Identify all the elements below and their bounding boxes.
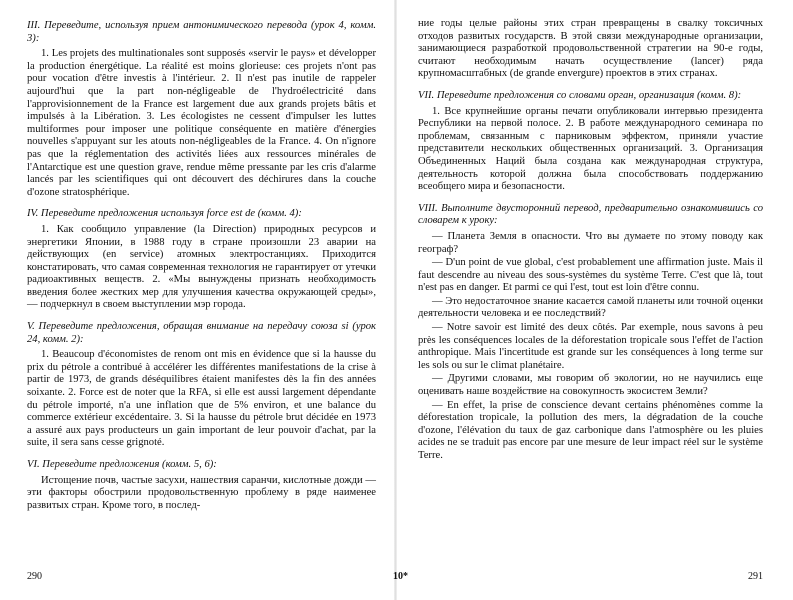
dialogue-line: — Notre savoir est limité des deux côtés. Par exemple, nous savons à peu près les conséquences locales de la déforestation tropicale sous l'effet de l'action anthropique. Mais l'incertitude est grande sur les conséquences à long terme sur les sols ou sur le climat planétaire. [418, 322, 763, 371]
exercise-heading: III. Переведите, используя прием антонимического перевода (урок 4, комм. 3): [27, 20, 376, 44]
right-page [396, 0, 793, 600]
dialogue-line: — Это недостаточное знание касается самой планеты или точной оценки деятельности человека и ее последствий? [418, 295, 764, 320]
dialogue-line: — Другими словами, мы говорим об экологии, но не научились еще оценивать наше воздействие на совокупность экосистем Земли? [418, 373, 763, 398]
left-page [0, 0, 396, 600]
exercise-text: 1. Все крупнейшие органы печати опубликовали интервью президента Республики на первой полосе. 2. В работе международного семинара по проблемам, связанным с парниковым эффектом, приняли участие представители нескольких общественных организаций. 3. Организация Объединенных Наций была создана как международная структура, деятельность которой должна была способствовать поддержанию всеобщего мира и безопасности. [418, 105, 763, 193]
dialogue-line: — Планета Земля в опасности. Что вы думаете по этому поводу как географ? [418, 230, 763, 255]
exercise-heading: IV. Переведите предложения используя force est de (комм. 4): [27, 208, 302, 220]
dialogue-block [418, 203, 763, 463]
exercise-block [27, 321, 376, 450]
page-number-left: 290 [27, 571, 42, 582]
continued-text-block [418, 18, 763, 81]
exercise-text: ние годы целые районы этих стран превращены в свалку токсичных отходов развитых государств. В этой связи международные организации, занимающиеся разработкой продовольственной стратегии на 90-е годы, считают необходимым начать осуществление (lancer) ряда крупномасштабных (de grande envergure) проектов в этих странах. [418, 18, 763, 80]
page-number-right: 291 [748, 571, 763, 582]
exercise-text: 1. Les projets des multinationales sont supposés «servir le pays» et développer la production énergétique. La réalité est moins glorieuse: ces projets n'ont pas pour vocation d'être investis à l'intérieur. 2. Il n'est pas inutile de rappeler aujourd'hui que la part non-négligeable de l'hydroélectricité dans l'approvisionnement de la France est largement due aux grands projets bâtis et impulsés à la Libération. 3. Les écologistes ne cessent d'impulser les luttes multiformes pour imposer une politique conséquente en matière d'énergies nouvelles s'appuyant sur les atouts non-négligeables de la France. 4. On n'ignore pas que la réglementation des activités liées aux ressources minérales de l'Antarctique est une question grave, rendue même pressante par les cris d'alarme lancés par les scientifiques qui ont découvert des déchirures dans la couche d'ozone stratosphérique. [27, 48, 376, 198]
dialogue-line: — D'un point de vue global, c'est probablement une affirmation juste. Mais il faut descendre au niveau des sous-systèmes du système Terre. C'est que là, tout n'est pas en danger. Et parmi ce qui l'est, tout est loin d'être connu. [418, 257, 763, 294]
signature-mark: 10* [393, 571, 408, 582]
exercise-block [27, 459, 376, 512]
dialogue-line: — En effet, la prise de conscience devant certains phénomènes comme la déforestation tropicale, la pollution des mers, la dégradation de la couche d'ozone, l'élévation du taux de gaz carbonique dans l'atmosphère ou les pluies acides ne se traduit pas encore par une mesure de leur impact réel sur le système Terre. [418, 399, 763, 461]
exercise-block [418, 90, 763, 194]
exercise-heading: VIII. Выполните двусторонний перевод, предварительно ознакомившись со словарем к уроку: [418, 202, 763, 227]
exercise-heading: VI. Переведите предложения (комм. 5, 6): [27, 459, 217, 470]
exercise-text: Истощение почв, частые засухи, нашествия саранчи, кислотные дожди — эти факторы обострили продовольственную проблему в ряде наименее развитых стран. Кроме того, в послед- [27, 474, 376, 511]
exercise-heading: VII. Переведите предложения со словами орган, организация (комм. 8): [418, 89, 742, 101]
exercise-text: 1. Beaucoup d'économistes de renom ont mis en évidence que si la hausse du prix du pétrole a contribué à accélérer les différentes manifestations de la crise à partir de 1973, de grands déséquilibres étaient manifestes dès la fin des années soixante. 2. Force est de noter que la RFA, si elle est aussi largement dépendante du pétrole importé, n'a une inflation que de 5% environ, et une balance du commerce extérieur excédentaire. 3. Si la hausse du pétrole brut décidée en 1973 a assuré aux pays producteurs un gain important de leur pouvoir d'achat, par la suite, il sera sans cesse grignoté. [27, 349, 376, 449]
exercise-text: 1. Как сообщило управление (la Direction) природных ресурсов и энергетики Японии, в 1988 году в стране произошли 23 аварии на действующих (en service) атомных электростанциях. Приходится констатировать, что самая современная технология не гарантирует от утечки радиоактивных веществ. 2. «Мы вынуждены признать необходимость введения более жестких мер для улучшения качества окружающей среды», — подчеркнул в своем выступлении мэр города. [27, 223, 376, 311]
exercise-block [27, 20, 376, 199]
exercise-block [27, 208, 376, 312]
exercise-heading: V. Переведите предложения, обращая внимание на передачу союза si (урок 24, комм. 2): [27, 321, 376, 345]
